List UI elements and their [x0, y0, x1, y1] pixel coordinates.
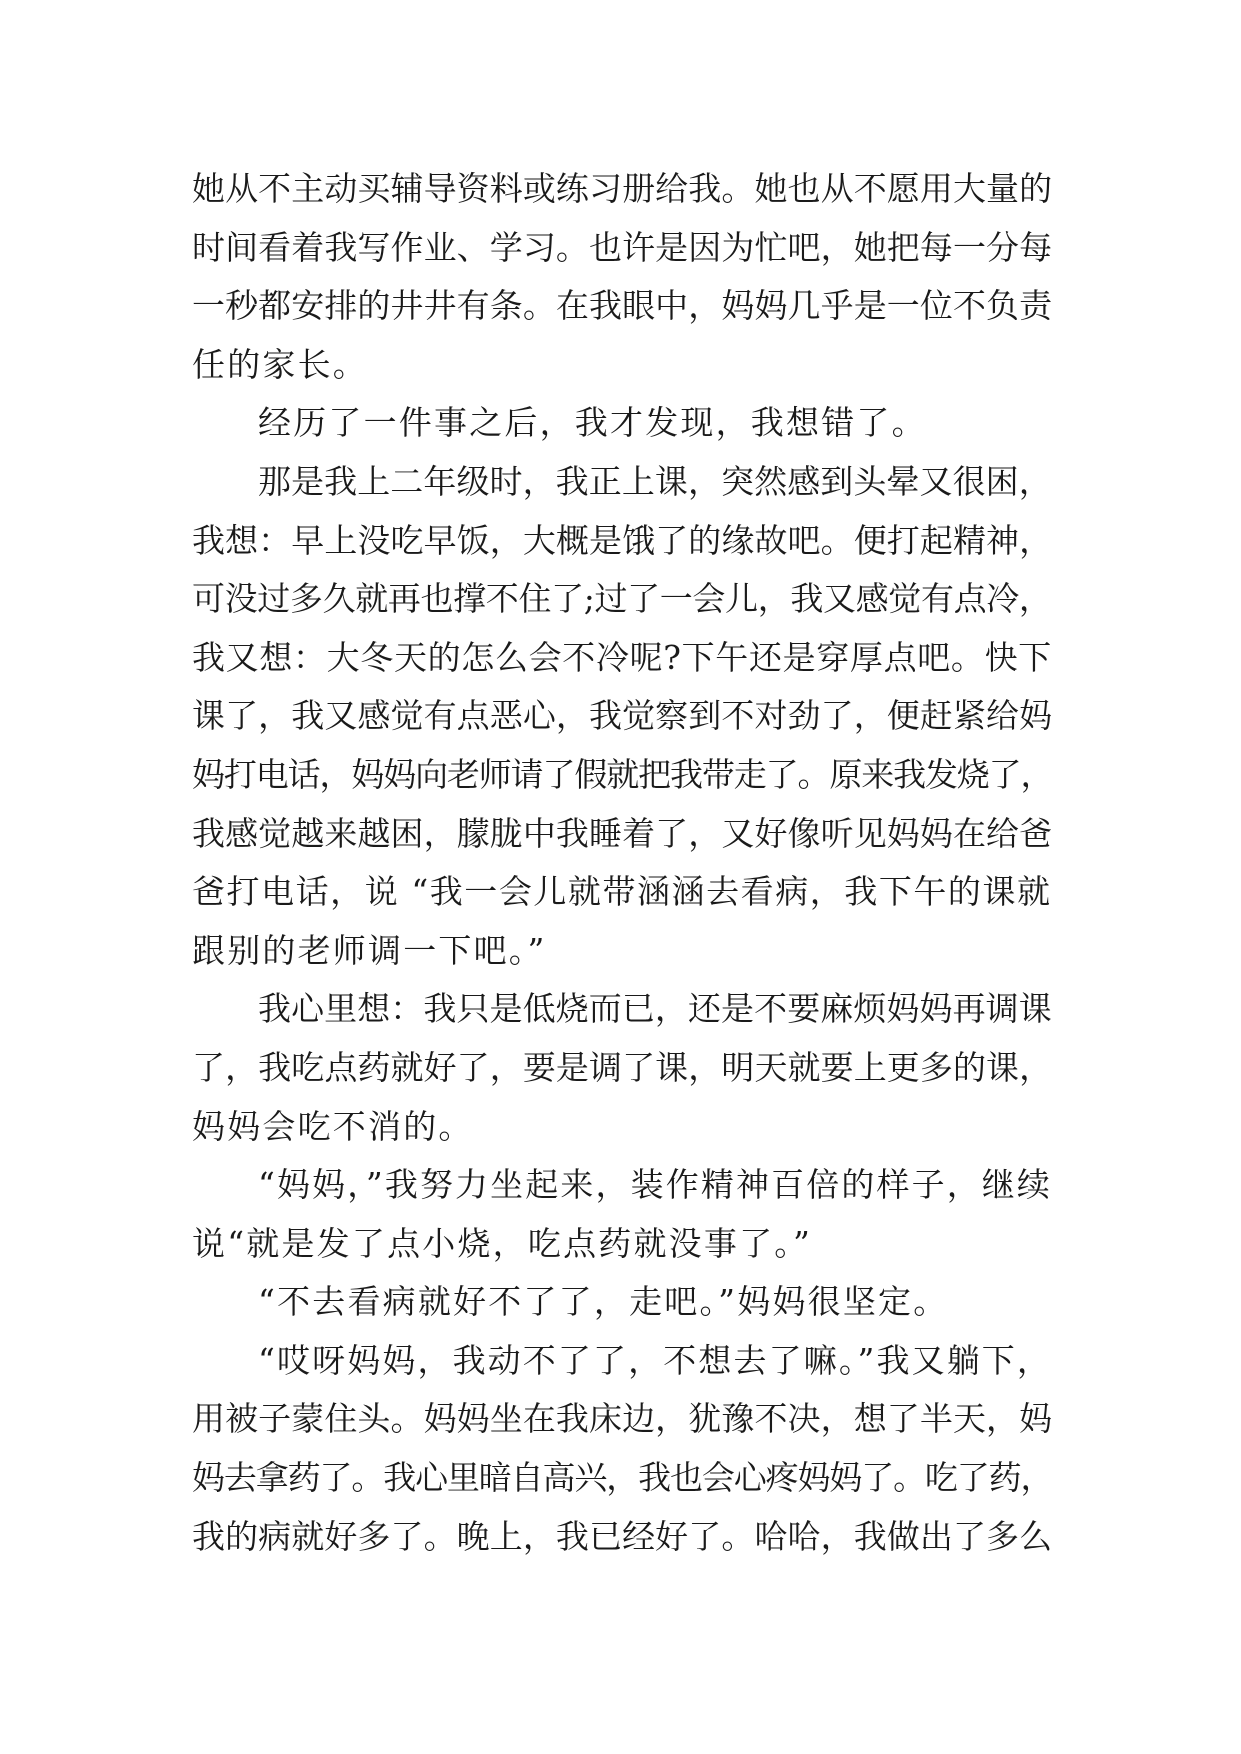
- text-line: 那是我上二年级时，我正上课，突然感到头晕又很困，: [258, 461, 1052, 501]
- text-line: 爸打电话，说 “我一会儿就带涵涵去看病，我下午的课就: [192, 872, 1052, 912]
- text-line: “不去看病就好不了了，走吧。”妈妈很坚定。: [258, 1282, 949, 1322]
- text-line: 用被子蒙住头。妈妈坐在我床边，犹豫不决，想了半天，妈: [192, 1399, 1053, 1439]
- text-line: “哎呀妈妈，我动不了了，不想去了嘛。”我又躺下，: [258, 1340, 1053, 1380]
- text-line: 了，我吃点药就好了，要是调了课，明天就要上更多的课，: [192, 1047, 1053, 1087]
- body-text: [192, 160, 1052, 1566]
- text-line: 经历了一件事之后，我才发现，我想错了。: [258, 403, 927, 443]
- text-line: 我又想：大冬天的怎么会不冷呢?下午还是穿厚点吧。快下: [192, 637, 1052, 677]
- text-line: 一秒都安排的井井有条。在我眼中，妈妈几乎是一位不负责: [192, 286, 1053, 326]
- text-line: 跟别的老师调一下吧。”: [192, 930, 547, 970]
- text-line: 我想：早上没吃早饭，大概是饿了的缘故吧。便打起精神，: [192, 520, 1053, 560]
- text-line: 课了，我又感觉有点恶心，我觉察到不对劲了，便赶紧给妈: [192, 696, 1053, 736]
- text-line: 妈打电话，妈妈向老师请了假就把我带走了。原来我发烧了，: [192, 754, 1053, 794]
- text-line: 时间看着我写作业、学习。也许是因为忙吧，她把每一分每: [192, 227, 1053, 267]
- text-line: 她从不主动买辅导资料或练习册给我。她也从不愿用大量的: [192, 169, 1053, 208]
- text-line: 我的病就好多了。晚上，我已经好了。哈哈，我做出了多么: [192, 1516, 1053, 1556]
- text-line: “妈妈，”我努力坐起来，装作精神百倍的样子，继续: [258, 1165, 1053, 1205]
- text-line: 我感觉越来越困，朦胧中我睡着了，又好像听见妈妈在给爸: [192, 813, 1053, 853]
- text-line: 妈去拿药了。我心里暗自高兴，我也会心疼妈妈了。吃了药，: [192, 1458, 1053, 1498]
- text-line: 妈妈会吃不消的。: [192, 1106, 474, 1146]
- text-line: 说“就是发了点小烧，吃点药就没事了。”: [192, 1223, 813, 1263]
- text-line: 我心里想：我只是低烧而已，还是不要麻烦妈妈再调课: [258, 989, 1052, 1029]
- text-line: 任的家长。: [192, 344, 368, 384]
- text-line: 可没过多久就再也撑不住了;过了一会儿，我又感觉有点冷，: [192, 579, 1052, 619]
